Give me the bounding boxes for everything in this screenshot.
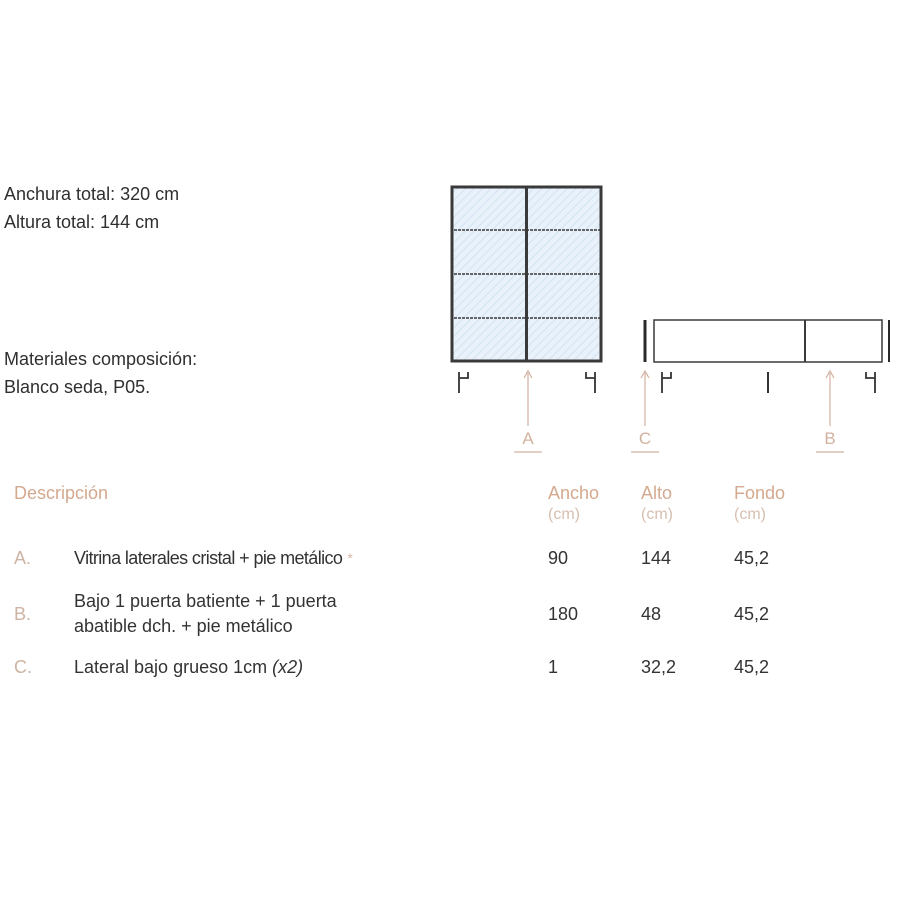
vitrina-leg-left	[459, 372, 468, 393]
header-width: Ancho (cm)	[548, 478, 641, 530]
row-depth: 45,2	[734, 656, 770, 677]
row-height: 32,2	[641, 656, 677, 677]
table-row	[0, 586, 854, 642]
asterisk-mark: *	[347, 549, 353, 566]
row-height: 144	[641, 547, 672, 568]
vitrina-cabinet	[452, 187, 601, 361]
header-depth-unit: (cm)	[734, 506, 766, 523]
bajo-leg-right	[866, 372, 875, 393]
header-description: Descripción	[14, 483, 109, 503]
row-letter: C.	[14, 656, 32, 677]
total-width: Anchura total: 320 cm	[4, 184, 180, 204]
header-depth: Fondo (cm)	[734, 478, 854, 530]
row-depth: 45,2	[734, 603, 770, 624]
header-height: Alto (cm)	[641, 478, 734, 530]
row-description: Bajo 1 puerta batiente + 1 puerta abatible dch. + pie metálico	[74, 591, 337, 636]
total-height: Altura total: 144 cm	[4, 212, 160, 232]
header-width-unit: (cm)	[548, 506, 580, 523]
vitrina-leg-right	[586, 372, 595, 393]
quantity-note: (x2)	[272, 656, 304, 677]
table-row	[0, 642, 854, 692]
materials-value: Blanco seda, P05.	[4, 377, 151, 397]
row-depth: 45,2	[734, 547, 770, 568]
callout-label-c: C	[638, 429, 652, 448]
row-width: 1	[548, 656, 559, 677]
parts-table	[0, 478, 854, 692]
table-row	[0, 530, 854, 586]
row-letter: A.	[14, 547, 32, 568]
bajo-cabinet	[654, 320, 882, 362]
callout-label-b: B	[824, 429, 836, 448]
callout-label-a: A	[522, 429, 534, 448]
bajo-leg-left	[662, 372, 671, 393]
row-description: Vitrina laterales cristal + pie metálico *	[74, 547, 353, 568]
header-height-unit: (cm)	[641, 506, 673, 523]
materials-title: Materiales composición:	[4, 349, 198, 369]
row-height: 48	[641, 603, 662, 624]
row-letter: B.	[14, 603, 32, 624]
row-width: 180	[548, 603, 579, 624]
row-width: 90	[548, 547, 569, 568]
row-description: Lateral bajo grueso 1cm (x2)	[74, 656, 304, 677]
table-header-row	[0, 478, 854, 530]
